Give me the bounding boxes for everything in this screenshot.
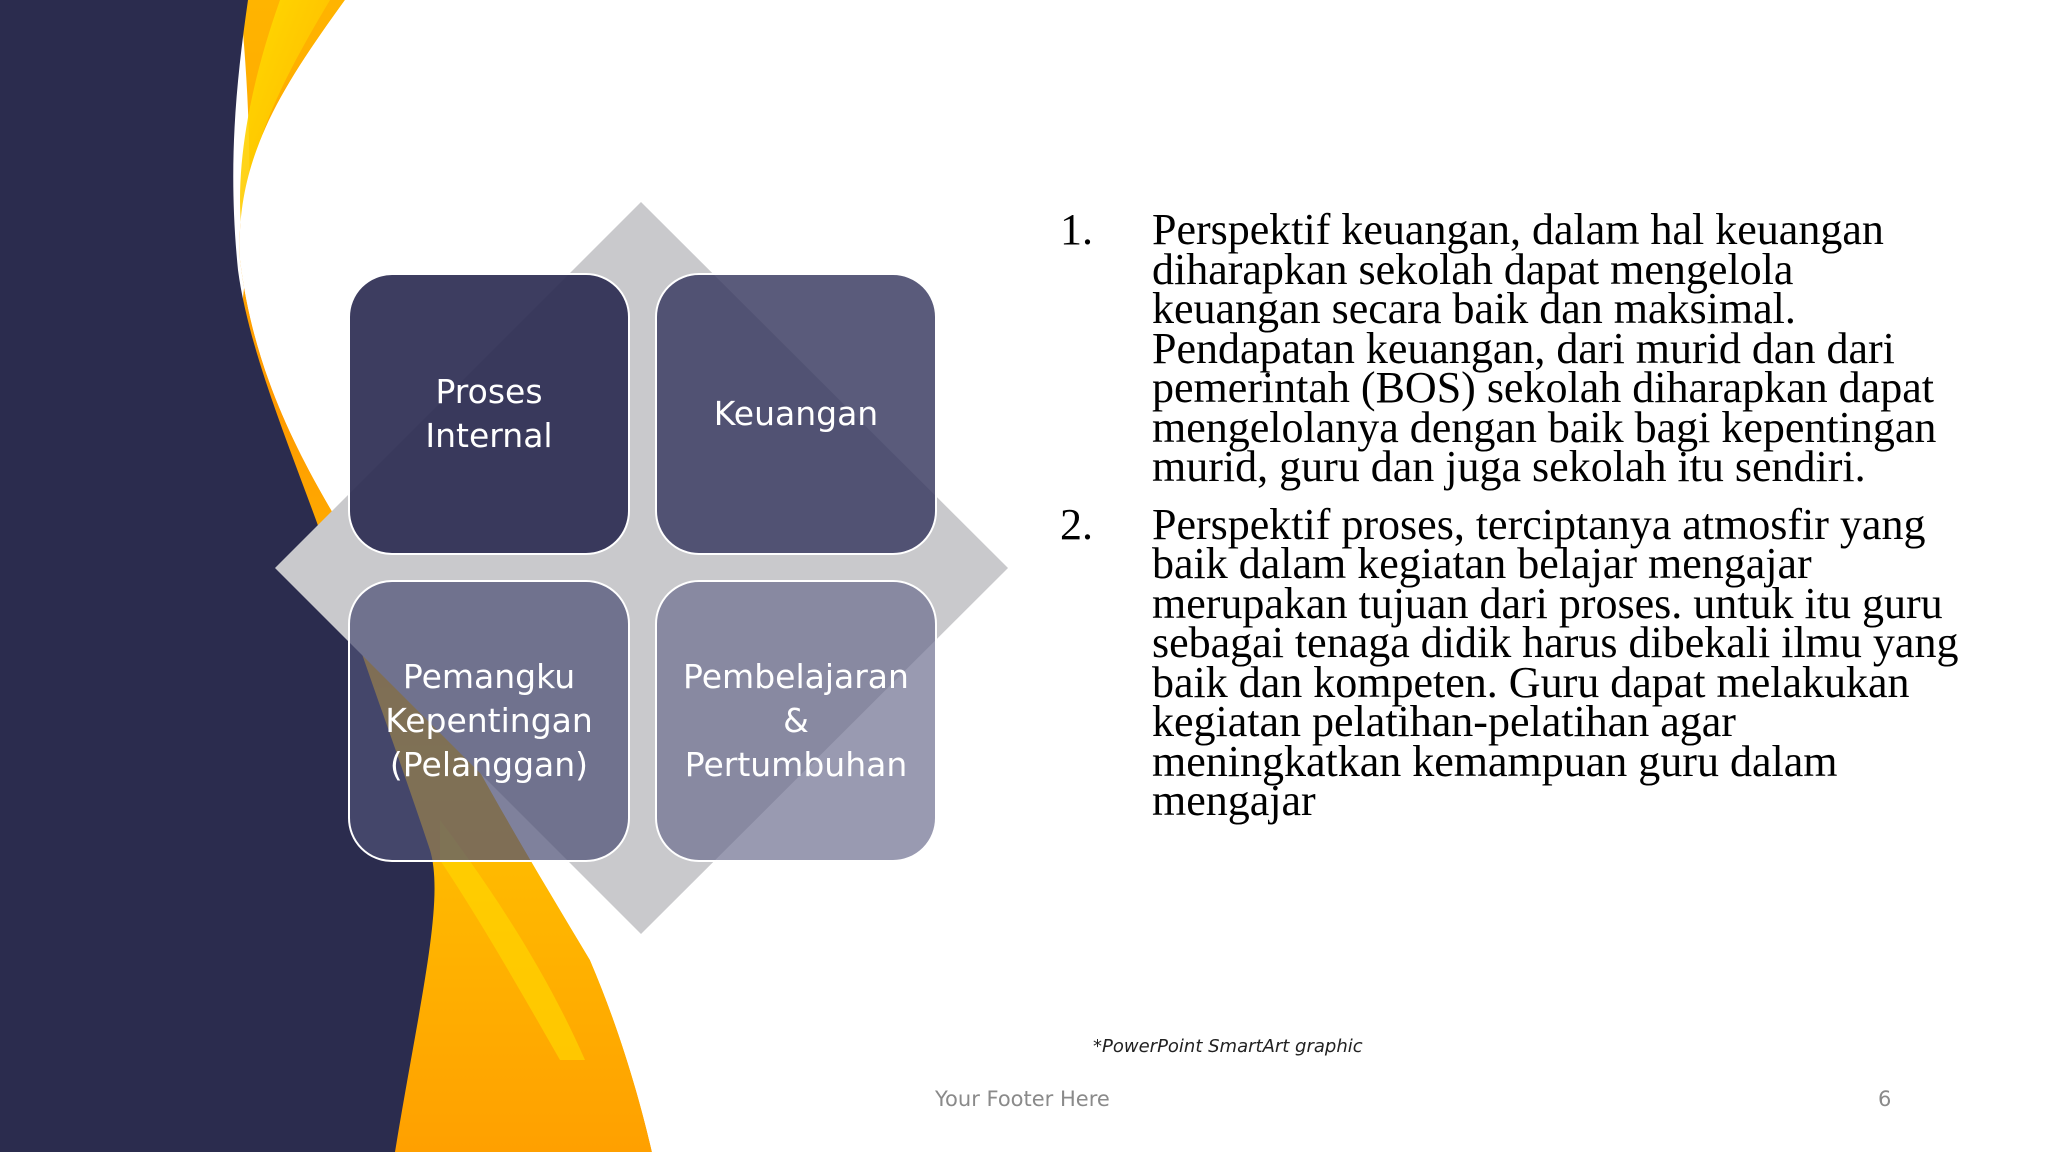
page-number: 6 [1878,1087,1892,1111]
list-text: Perspektif proses, terciptanya atmosfir yang baik dalam kegiatan belajar mengajar merupakan tujuan dari proses. untuk itu guru sebagai tenaga didik harus dibekali ilmu yang baik dan kompeten. Guru dapat melakukan kegiatan pelatihan-pelatihan agar meningkatkan kemampuan guru dalam mengajar [1152,499,1959,825]
tile-label: Proses Internal [425,372,553,455]
list-number: 1. [1060,205,1093,254]
tile-pemangku-kepentingan [348,580,630,862]
tile-label: Keuangan [713,394,879,433]
list-item [1060,205,1960,491]
tile-label: Pembelajaran & Pertumbuhan [683,657,909,784]
footer-text: Your Footer Here [935,1087,1110,1111]
tile-label: Pemangku Kepentingan (Pelanggan) [385,657,593,784]
smartart-note: *PowerPoint SmartArt graphic [1093,1036,1363,1057]
tile-proses-internal [348,273,630,555]
list-item [1060,499,1960,825]
tile-keuangan [655,273,937,555]
perspective-list [1060,205,1960,839]
list-text: Perspektif keuangan, dalam hal keuangan diharapkan sekolah dapat mengelola keuangan secara baik dan maksimal. Pendapatan keuangan, dari murid dan dari pemerintah (BOS) sekolah diharapkan dapat mengelolanya dengan baik bagi kepentingan murid, guru dan juga sekolah itu sendiri. [1152,205,1937,491]
list-number: 2. [1060,499,1093,549]
tile-pembelajaran-pertumbuhan [655,580,937,862]
